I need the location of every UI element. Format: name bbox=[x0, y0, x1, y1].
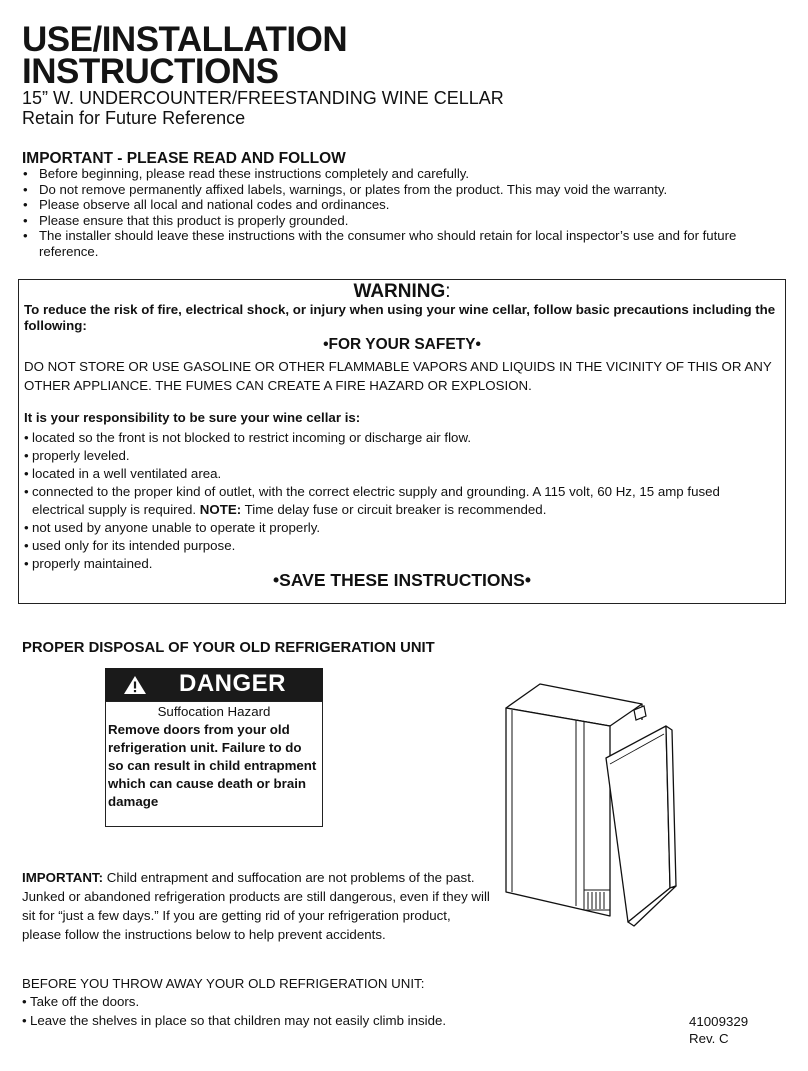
safety-heading: •FOR YOUR SAFETY• bbox=[323, 336, 481, 353]
note-text: Time delay fuse or circuit breaker is recommended. bbox=[244, 502, 547, 517]
save-instructions: •SAVE THESE INSTRUCTIONS• bbox=[273, 570, 531, 590]
before-throw-away-list bbox=[22, 992, 542, 1030]
title-line-1: USE/INSTALLATION bbox=[22, 20, 348, 59]
before-item: • Leave the shelves in place so that children may not easily climb inside. bbox=[22, 1011, 542, 1030]
warning-box bbox=[18, 279, 786, 604]
responsibility-list bbox=[24, 429, 775, 573]
responsibility-item: • located in a well ventilated area. bbox=[24, 465, 775, 483]
important-item: • The installer should leave these instructions with the consumer who should retain for local inspector’s use and for future reference. bbox=[22, 228, 782, 259]
important-heading: IMPORTANT - PLEASE READ AND FOLLOW bbox=[22, 150, 346, 167]
responsibility-item-outlet bbox=[24, 483, 775, 519]
responsibility-item: • used only for its intended purpose. bbox=[24, 537, 775, 555]
important-item: • Please ensure that this product is properly grounded. bbox=[22, 213, 782, 229]
warning-intro: To reduce the risk of fire, electrical shock, or injury when using your wine cellar, follow basic precautions including the following: bbox=[24, 302, 776, 333]
retain-note: Retain for Future Reference bbox=[22, 108, 246, 128]
important-item: • Before beginning, please read these instructions completely and carefully. bbox=[22, 166, 782, 182]
responsibility-item: • not used by anyone unable to operate it properly. bbox=[24, 519, 775, 537]
wine-cellar-illustration bbox=[498, 680, 698, 940]
disposal-heading: PROPER DISPOSAL OF YOUR OLD REFRIGERATION UNIT bbox=[22, 640, 435, 656]
disposal-important-text: Child entrapment and suffocation are not problems of the past. Junked or abandoned refrigeration products are still dangerous, even if they will sit for “just a few days.” If you are getting rid of your refrigeration product, please follow the instructions below to help prevent accidents. bbox=[22, 870, 490, 942]
warning-triangle-icon bbox=[123, 675, 147, 695]
important-item: • Please observe all local and national codes and ordinances. bbox=[22, 197, 782, 213]
responsibility-heading: It is your responsibility to be sure your wine cellar is: bbox=[24, 410, 361, 425]
danger-panel bbox=[105, 701, 323, 827]
safety-text: DO NOT STORE OR USE GASOLINE OR OTHER FLAMMABLE VAPORS AND LIQUIDS IN THE VICINITY OF THIS OR ANY OTHER APPLIANCE. THE FUMES CAN CREATE A FIRE HAZARD OR EXPLOSION. bbox=[24, 359, 772, 393]
responsibility-item: • properly maintained. bbox=[24, 555, 775, 573]
disposal-important-paragraph bbox=[22, 868, 492, 944]
document-title bbox=[22, 20, 348, 91]
danger-header bbox=[105, 668, 323, 701]
title-line-2: INSTRUCTIONS bbox=[22, 52, 279, 91]
warning-title-word: WARNING bbox=[353, 281, 446, 302]
important-list bbox=[22, 166, 782, 259]
before-throw-away-heading: BEFORE YOU THROW AWAY YOUR OLD REFRIGERATION UNIT: bbox=[22, 976, 425, 991]
danger-caption: Suffocation Hazard bbox=[157, 704, 271, 719]
disposal-important-label: IMPORTANT: bbox=[22, 870, 104, 885]
document-subtitle: 15” W. UNDERCOUNTER/FREESTANDING WINE CELLAR bbox=[22, 88, 504, 108]
outlet-text: connected to the proper kind of outlet, with the correct electric supply and grounding. A 115 volt, 60 Hz, 15 amp fused electrical supply is required. bbox=[32, 484, 720, 517]
danger-text: Remove doors from your old refrigeration unit. Failure to do so can result in child entrapment which can cause death or brain damage bbox=[108, 722, 317, 809]
danger-label: DANGER bbox=[179, 670, 287, 697]
document-number: 41009329 bbox=[689, 1014, 749, 1029]
responsibility-item: • properly leveled. bbox=[24, 447, 775, 465]
responsibility-item: • located so the front is not blocked to restrict incoming or discharge air flow. bbox=[24, 429, 775, 447]
warning-title-colon: : bbox=[445, 281, 451, 302]
before-item: • Take off the doors. bbox=[22, 992, 542, 1011]
revision-label: Rev. C bbox=[689, 1031, 729, 1046]
warning-title bbox=[19, 281, 785, 303]
note-label: NOTE: bbox=[199, 502, 242, 517]
important-item: • Do not remove permanently affixed labels, warnings, or plates from the product. This may void the warranty. bbox=[22, 182, 782, 198]
